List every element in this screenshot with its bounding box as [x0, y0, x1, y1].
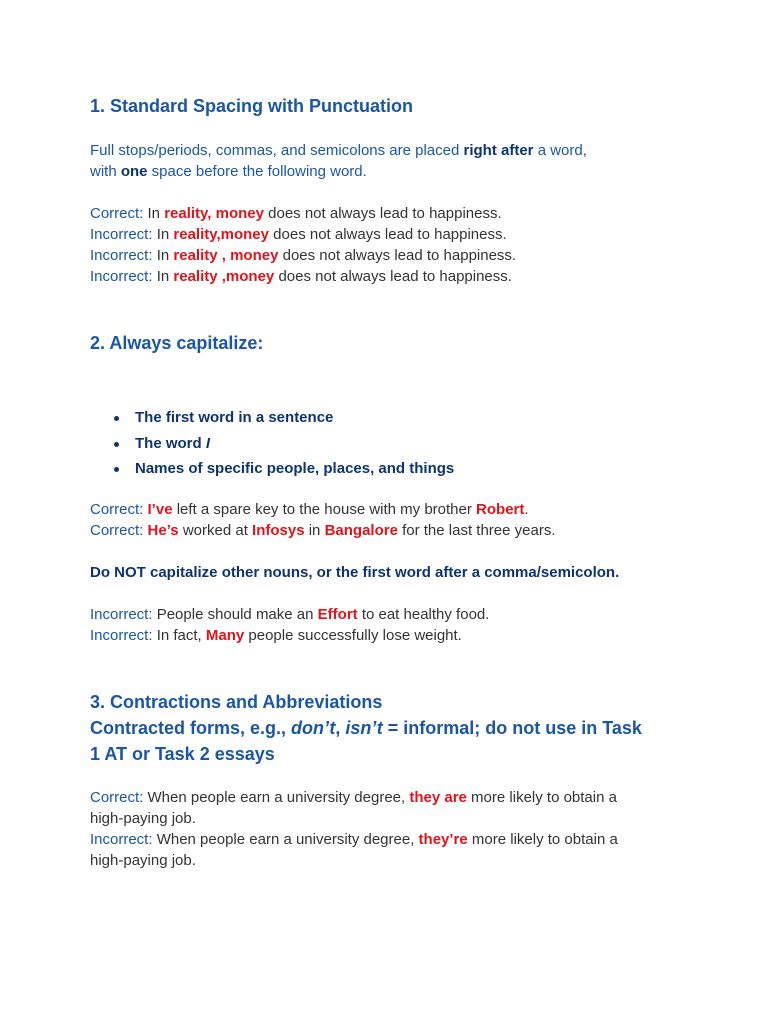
example-label: Incorrect:: [90, 606, 153, 623]
intro-text: Full stops/periods, commas, and semicolons are placed: [90, 142, 464, 159]
bullet-icon: [114, 442, 119, 447]
example-highlight: they are: [409, 789, 467, 806]
example-label: Correct:: [90, 501, 144, 518]
example-label: Correct:: [90, 789, 144, 806]
example-line: [90, 625, 462, 646]
example-text: more likely to obtain a: [466, 789, 617, 806]
list-item-text: Names of specific people, places, and things: [135, 460, 455, 477]
example-line: [90, 245, 516, 266]
example-line: [90, 224, 507, 245]
example-label: Incorrect:: [90, 226, 153, 243]
example-text: In: [143, 205, 165, 222]
example-highlight: reality, money: [164, 205, 264, 222]
example-text: does not always lead to happiness.: [278, 247, 517, 264]
example-label: Incorrect:: [90, 831, 153, 848]
intro-text: with: [90, 163, 121, 180]
subheading-text: ,: [335, 718, 346, 738]
example-highlight: reality,money: [173, 226, 269, 243]
section-3-subheading-continued: 1 AT or Task 2 essays: [90, 744, 275, 764]
example-text: People should make an: [152, 606, 318, 623]
subheading-text: Contracted forms, e.g.,: [90, 718, 292, 738]
list-item-text: The first word in a sentence: [135, 409, 334, 426]
subheading-emphasis: isn’t: [345, 718, 383, 738]
example-text: In: [152, 226, 174, 243]
example-highlight: Bangalore: [324, 522, 398, 539]
example-label: Incorrect:: [90, 247, 153, 264]
example-line: [90, 203, 502, 224]
example-text: to eat healthy food.: [357, 606, 490, 623]
example-text: worked at: [178, 522, 253, 539]
example-line: [90, 829, 618, 850]
example-highlight: they’re: [418, 831, 468, 848]
example-highlight: He’s: [147, 522, 179, 539]
section-2-heading: 2. Always capitalize:: [90, 333, 264, 353]
section-1-heading: 1. Standard Spacing with Punctuation: [90, 96, 414, 116]
bullet-icon: [114, 467, 119, 472]
list-item-emphasis: I: [205, 434, 211, 452]
example-text: When people earn a university degree,: [143, 789, 410, 806]
intro-text: space before the following word.: [147, 163, 367, 180]
example-text: does not always lead to happiness.: [269, 226, 507, 243]
subheading-text: = informal; do not use in Task: [382, 718, 642, 738]
example-highlight: Many: [205, 627, 245, 644]
example-label: Incorrect:: [90, 627, 153, 644]
subheading-emphasis: don’t: [291, 718, 336, 738]
list-item-text: The word: [135, 434, 206, 452]
intro-text: a word,: [533, 142, 587, 159]
section-1-intro-line-2: [90, 161, 367, 182]
example-text: does not always lead to happiness.: [274, 268, 512, 285]
list-item: [90, 456, 454, 482]
example-highlight: Effort: [317, 606, 358, 623]
example-text: people successfully lose weight.: [244, 627, 462, 644]
example-text: In: [152, 247, 174, 264]
capitalize-list: [90, 405, 454, 482]
example-highlight: I’ve: [147, 501, 173, 518]
example-highlight: Infosys: [252, 522, 305, 539]
example-label: Correct:: [90, 522, 144, 539]
example-line-continued: high-paying job.: [90, 852, 196, 869]
example-text: In fact,: [152, 627, 206, 644]
bullet-icon: [114, 416, 119, 421]
example-text: does not always lead to happiness.: [263, 205, 502, 222]
example-line: [90, 499, 529, 520]
example-highlight: reality ,money: [173, 268, 275, 285]
example-line: [90, 520, 556, 541]
example-label: Incorrect:: [90, 268, 153, 285]
example-text: more likely to obtain a: [467, 831, 618, 848]
section-1-intro-line-1: [90, 140, 587, 161]
capitalization-rule: Do NOT capitalize other nouns, or the first word after a comma/semicolon.: [90, 564, 620, 581]
example-text: When people earn a university degree,: [152, 831, 419, 848]
example-highlight: reality , money: [173, 247, 279, 264]
example-text: in: [304, 522, 325, 539]
example-line: [90, 604, 489, 625]
example-text: left a spare key to the house with my brother: [172, 501, 477, 518]
list-item: [90, 405, 454, 431]
example-line: [90, 266, 512, 287]
example-line-continued: high-paying job.: [90, 810, 196, 827]
example-text: for the last three years.: [397, 522, 556, 539]
example-highlight: Robert: [476, 501, 525, 518]
example-text: In: [152, 268, 174, 285]
intro-emphasis: right after: [463, 142, 534, 159]
list-item: [90, 431, 454, 457]
section-3-heading: 3. Contractions and Abbreviations: [90, 692, 383, 712]
example-text: .: [524, 501, 529, 518]
section-3-subheading: [90, 715, 642, 741]
example-line: [90, 787, 617, 808]
intro-emphasis: one: [120, 163, 148, 180]
example-label: Correct:: [90, 205, 144, 222]
